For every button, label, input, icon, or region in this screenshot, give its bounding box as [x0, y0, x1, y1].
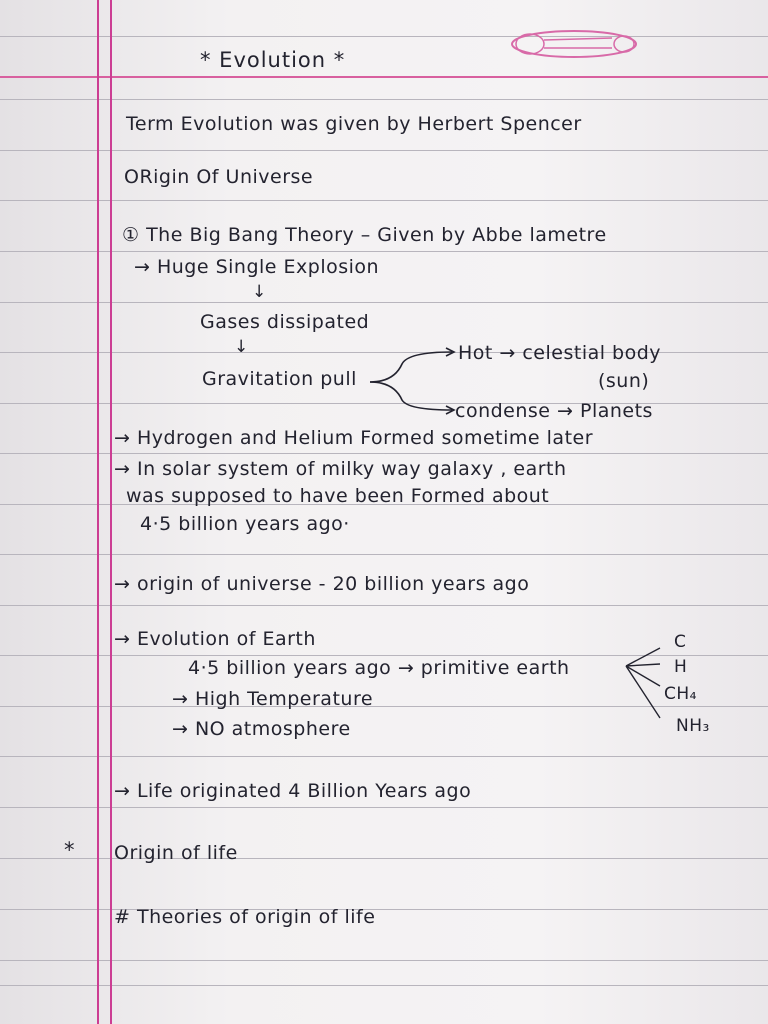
origin-universe-age-line: → origin of universe - 20 billion years ago: [114, 573, 530, 595]
evolution-earth-heading: → Evolution of Earth: [114, 628, 316, 650]
ruled-line: [0, 605, 768, 606]
ruled-line: [0, 554, 768, 555]
margin-line: [97, 0, 99, 1024]
condense-branch: condense → Planets: [455, 400, 653, 422]
ruled-line: [0, 756, 768, 757]
ruled-line: [0, 200, 768, 201]
origin-life-heading: Origin of life: [114, 842, 238, 864]
ruled-line: [0, 807, 768, 808]
life-originated-line: → Life originated 4 Billion Years ago: [114, 780, 472, 802]
primitive-earth-line: 4·5 billion years ago → primitive earth: [188, 657, 570, 679]
high-temp-line: → High Temperature: [172, 688, 374, 710]
margin-line: [110, 0, 112, 1024]
gravitation-line: Gravitation pull: [202, 368, 357, 390]
element-methane: CH₄: [664, 684, 697, 704]
big-bang-line: ① The Big Bang Theory – Given by Abbe lametre: [122, 224, 607, 246]
page-title: * Evolution *: [200, 48, 346, 72]
billion-line: 4·5 billion years ago·: [140, 513, 350, 535]
ruled-line: [0, 36, 768, 37]
hydrogen-line: → Hydrogen and Helium Formed sometime later: [114, 427, 594, 449]
element-ammonia: NH₃: [676, 716, 710, 736]
ruled-line: [0, 251, 768, 252]
huge-explosion-line: → Huge Single Explosion: [134, 256, 380, 278]
hot-branch: Hot → celestial body: [458, 342, 662, 364]
no-atmosphere-line: → NO atmosphere: [172, 718, 351, 740]
ruled-line: [0, 99, 768, 100]
ruled-line: [0, 985, 768, 986]
sun-label: (sun): [598, 370, 650, 392]
down-arrow-icon: ↓: [252, 282, 267, 302]
branch-arrow-icon: [368, 348, 460, 416]
origin-universe-heading: ORigin Of Universe: [124, 166, 314, 188]
term-line: Term Evolution was given by Herbert Spencer: [126, 113, 582, 135]
gases-line: Gases dissipated: [200, 311, 370, 333]
doodle-icon: [508, 26, 640, 62]
ruled-line: [0, 960, 768, 961]
element-carbon: C: [674, 632, 687, 652]
theories-heading: # Theories of origin of life: [114, 906, 376, 928]
ruled-line: [0, 150, 768, 151]
ruled-line: [0, 302, 768, 303]
ruled-line: [0, 453, 768, 454]
element-branch-icon: [624, 644, 668, 722]
element-hydrogen: H: [674, 657, 688, 677]
star-icon: *: [64, 838, 76, 862]
header-line: [0, 76, 768, 78]
supposed-line: was supposed to have been Formed about: [126, 485, 550, 507]
solar-line: → In solar system of milky way galaxy , earth: [114, 458, 567, 480]
down-arrow-icon: ↓: [234, 337, 249, 357]
